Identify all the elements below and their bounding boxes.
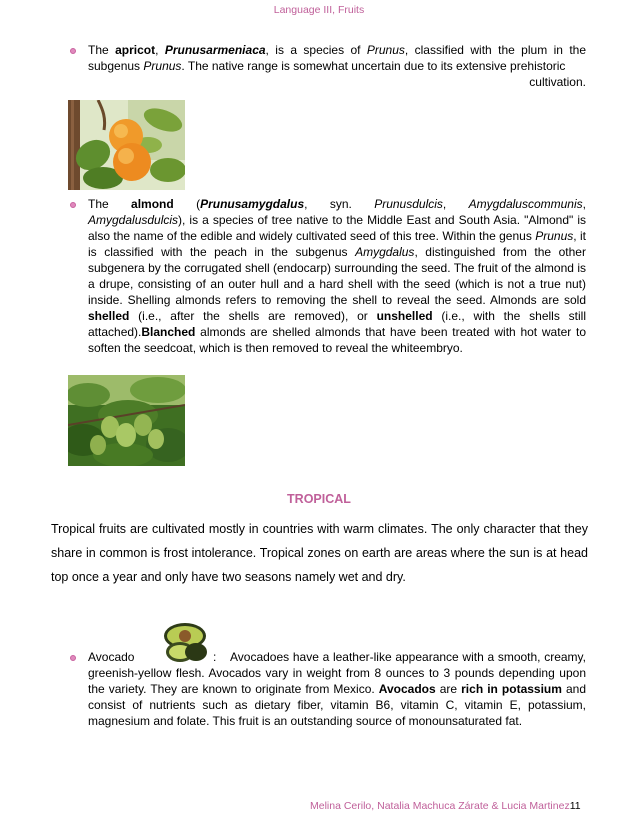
- footer-authors: Melina Cerilo, Natalia Machuca Zárate & Lucia Martinez: [310, 800, 570, 812]
- apricot-photo: [68, 100, 185, 190]
- section-title: TROPICAL: [287, 492, 351, 506]
- apricot-illustration: [68, 100, 185, 190]
- almond-paragraph: The almond (Prunusamygdalus, syn. Prunusdulcis, Amygdaluscommunis, Amygdalusdulcis), is a species of tree native to the Middle East and South Asia. "Almond" is also the name of the edible and widely cultivated seed of this tree. Within the genus Prunus, it is classified with the peach in the subgenus Amygdalus, distinguished from the other subgenera by the corrugated shell (endocarp) surrounding the seed. The fruit of the almond is a drupe, consisting of an outer hull and a hard shell with the seed (which is not a true nut) inside. Shelling almonds refers to removing the shell to reveal the seed. Almonds are sold shelled (i.e., after the shells are removed), or unshelled (i.e., with the shells still attached).Blanched almonds are shelled almonds that have been treated with hot water to soften the seedcoat, which is then removed to reveal the whiteembryo.: [88, 197, 586, 355]
- bullet-icon: [70, 202, 76, 208]
- avocado-colon: :: [213, 650, 217, 664]
- page-number: 11: [569, 800, 581, 812]
- almond-illustration: [68, 375, 185, 466]
- almond-scientific-name: Prunusamygdalus: [200, 197, 305, 211]
- apricot-paragraph: The apricot, Prunusarmeniaca, is a species of Prunus, classified with the plum in the subgenus Prunus. The native range is somewhat uncertain due to its extensive prehistoric: [88, 43, 586, 73]
- avocado-name: Avocado: [88, 650, 135, 664]
- avocado-paragraph: Avocadoes have a leather-like appearance with a smooth, creamy, greenish-yellow flesh. Avocados vary in weight from 8 ounces to 3 pounds depending upon the variety. They are known to originate from Mexico. Avocados are rich in potassium and consist of nutrients such as dietary fiber, vitamin B6, vitamin C, vitamin E, potassium, magnesium and folate. This fruit is an outstanding source of monounsaturated fat.: [88, 650, 586, 728]
- bullet-icon: [70, 48, 76, 54]
- apricot-term: apricot: [115, 43, 156, 57]
- almond-term: almond: [131, 197, 174, 211]
- page-footer: [310, 800, 590, 812]
- tropical-intro: Tropical fruits are cultivated mostly in countries with warm climates. The only character that they share in common is frost intolerance. Tropical zones on earth are areas where the sun is at head top once a year and only have two seasons namely wet and dry.: [51, 522, 588, 584]
- bullet-icon: [70, 655, 76, 661]
- potassium-highlight: rich in potassium: [461, 682, 562, 696]
- apricot-scientific-name: Prunusarmeniaca: [164, 43, 266, 57]
- almond-photo: [68, 375, 185, 466]
- apricot-paragraph-end: cultivation.: [529, 75, 586, 89]
- page-header: Language III, Fruits: [273, 4, 365, 16]
